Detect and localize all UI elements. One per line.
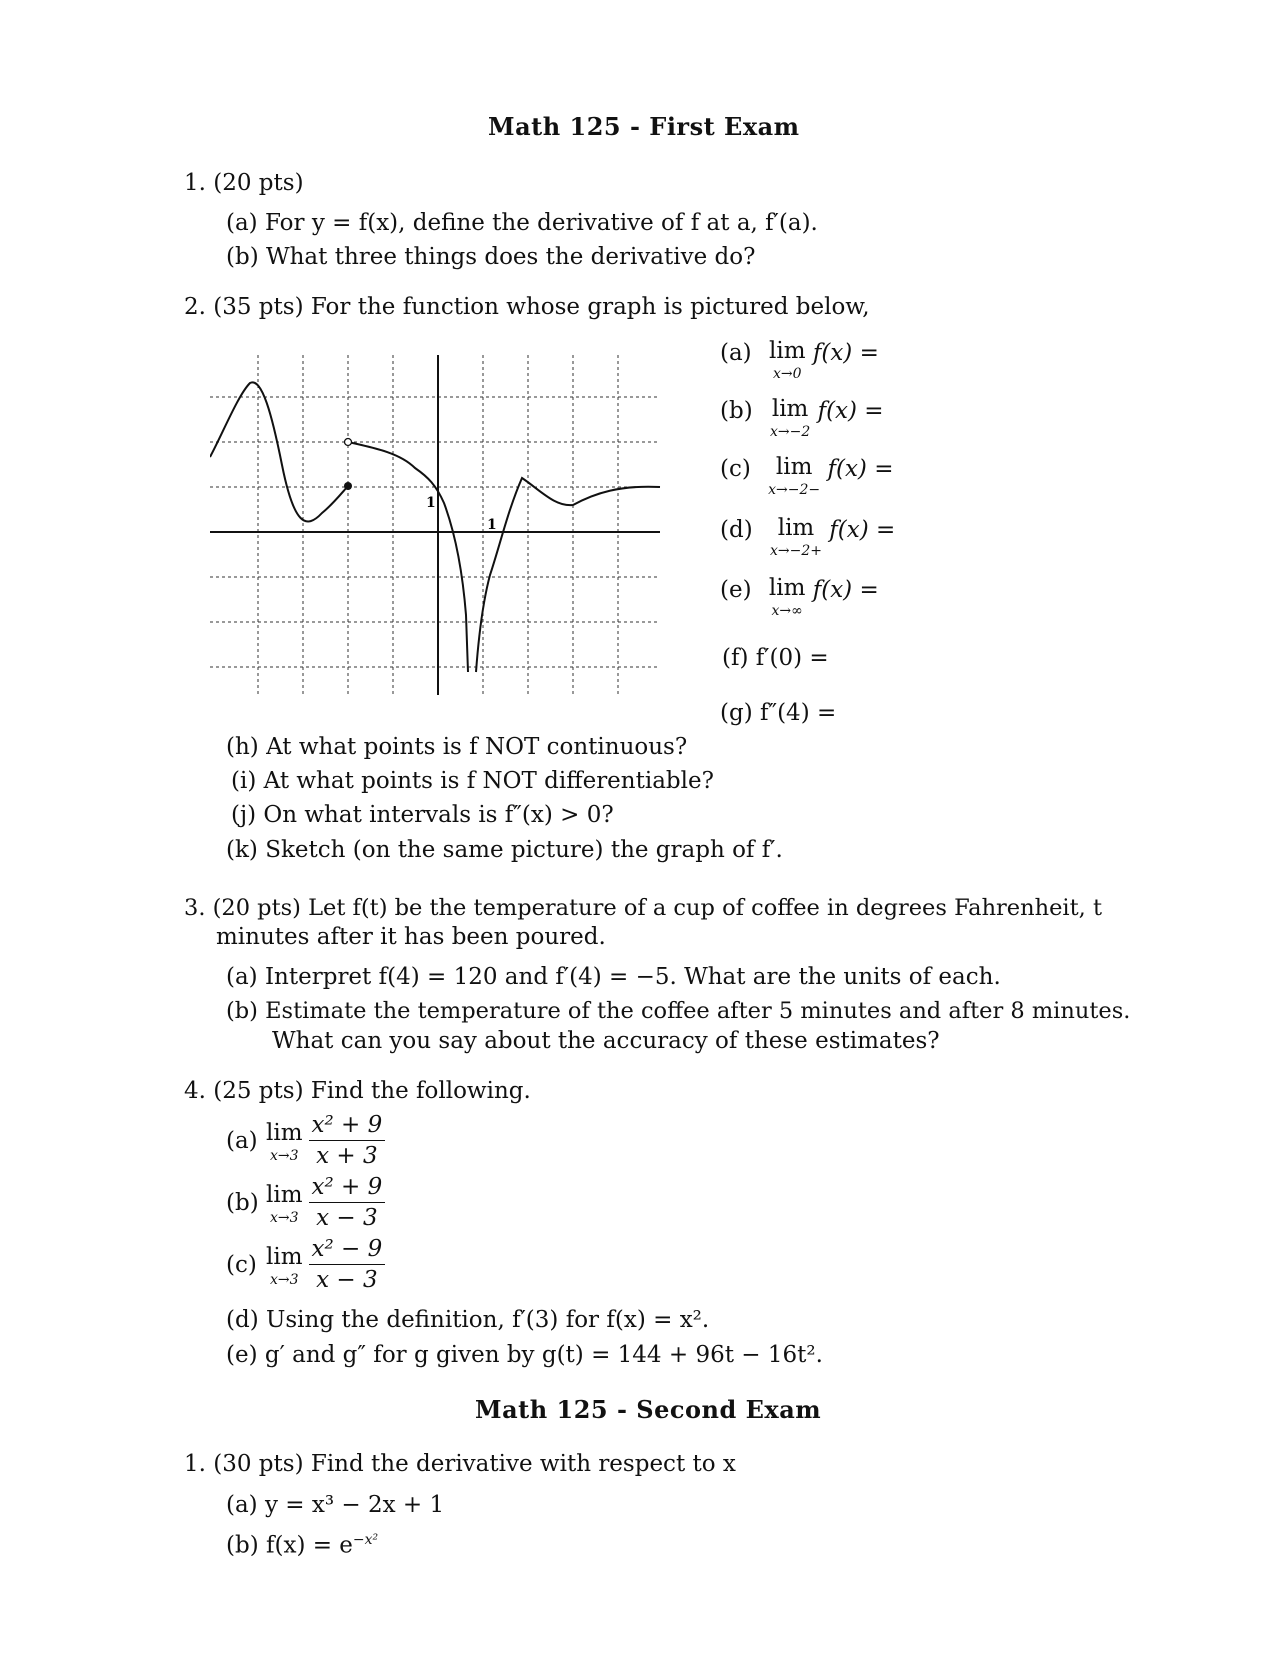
q2-part-j: (j) On what intervals is f″(x) > 0? — [231, 802, 614, 828]
grid-lines — [210, 355, 660, 695]
q3-part-b: (b) Estimate the temperature of the coffee after 5 minutes and after 8 minutes. — [226, 998, 1131, 1024]
limit-b — [720, 398, 884, 439]
limit-b-operator: lim x→−2 — [769, 396, 811, 440]
function-curve — [210, 382, 660, 672]
q4-part-c-lim: lim x→3 — [266, 1244, 303, 1288]
x-tick-label: 1 — [487, 517, 497, 533]
q2-part-g: (g) f″(4) = — [720, 700, 837, 726]
q4-header: 4. (25 pts) Find the following. — [184, 1078, 531, 1104]
function-graph — [210, 355, 700, 695]
q4-part-a — [226, 1112, 385, 1169]
q1-part-a: (a) For y = f(x), define the derivative of f at a, f′(a). — [226, 210, 818, 236]
limit-a-expr: f(x) = — [812, 340, 879, 366]
exam2-q1-part-b — [226, 1525, 378, 1561]
open-point — [345, 439, 352, 446]
limit-c-operator: lim x→−2− — [768, 454, 821, 498]
limit-e-operator: lim x→∞ — [768, 575, 806, 619]
q2-header: 2. (35 pts) For the function whose graph is pictured below, — [184, 294, 870, 320]
q3-part-b-cont: What can you say about the accuracy of these estimates? — [272, 1028, 940, 1054]
limit-c-label: (c) — [720, 456, 751, 482]
q3-part-a: (a) Interpret f(4) = 120 and f′(4) = −5. What are the units of each. — [226, 964, 1001, 990]
q3-header: 3. (20 pts) Let f(t) be the temperature of a cup of coffee in degrees Fahrenheit, t — [184, 895, 1103, 921]
limit-d-label: (d) — [720, 517, 753, 543]
q4-part-b-label: (b) — [226, 1189, 259, 1216]
q4-part-a-lim: lim x→3 — [266, 1120, 303, 1164]
limit-a — [720, 340, 879, 381]
q4-part-b — [226, 1174, 385, 1231]
q4-part-a-label: (a) — [226, 1127, 258, 1154]
q3-header-cont: minutes after it has been poured. — [216, 924, 606, 950]
exam2-q1-header: 1. (30 pts) Find the derivative with respect to x — [184, 1451, 736, 1477]
limit-c-expr: f(x) = — [827, 456, 894, 482]
limit-c — [720, 456, 893, 497]
limit-a-operator: lim x→0 — [768, 338, 806, 382]
limit-d-operator: lim x→−2+ — [769, 515, 822, 559]
q4-part-c-fraction: $\frac{\text{x² − 9}}{x - 3}$ — [309, 1236, 386, 1293]
limit-b-expr: f(x) = — [817, 398, 884, 424]
exam2-q1-part-b-base: (b) f(x) = e — [226, 1532, 353, 1559]
limit-d — [720, 517, 895, 558]
q4-part-c — [226, 1236, 385, 1293]
exam2-q1-part-a: (a) y = x³ − 2x + 1 — [226, 1492, 445, 1518]
limit-a-label: (a) — [720, 340, 752, 366]
limit-e — [720, 577, 879, 618]
q1-header: 1. (20 pts) — [184, 170, 304, 196]
q1-part-b: (b) What three things does the derivative do? — [226, 244, 756, 270]
q4-part-a-fraction: $\frac{\text{x² + 9}}{x + 3}$ — [309, 1112, 386, 1169]
exam2-q1-part-b-exponent: −x² — [352, 1532, 379, 1548]
q2-part-f: (f) f′(0) = — [722, 645, 829, 671]
limit-b-label: (b) — [720, 398, 753, 424]
y-tick-label: 1 — [426, 495, 436, 511]
q4-part-c-label: (c) — [226, 1251, 257, 1278]
closed-point — [344, 482, 352, 490]
limit-e-expr: f(x) = — [812, 577, 879, 603]
exam1-title: Math 125 - First Exam — [488, 112, 800, 141]
q2-part-k: (k) Sketch (on the same picture) the graph of f′. — [226, 837, 783, 863]
q4-part-b-lim: lim x→3 — [266, 1182, 303, 1226]
q2-part-h: (h) At what points is f NOT continuous? — [226, 734, 688, 760]
q4-part-b-fraction: $\frac{\text{x² + 9}}{x - 3}$ — [309, 1174, 386, 1231]
q4-part-e: (e) g′ and g″ for g given by g(t) = 144 + 96t − 16t². — [226, 1342, 823, 1368]
limit-e-label: (e) — [720, 577, 752, 603]
q2-part-i: (i) At what points is f NOT differentiable? — [231, 768, 714, 794]
limit-d-expr: f(x) = — [829, 517, 896, 543]
exam2-title: Math 125 - Second Exam — [475, 1395, 822, 1424]
q4-part-d: (d) Using the definition, f′(3) for f(x) = x². — [226, 1307, 710, 1333]
